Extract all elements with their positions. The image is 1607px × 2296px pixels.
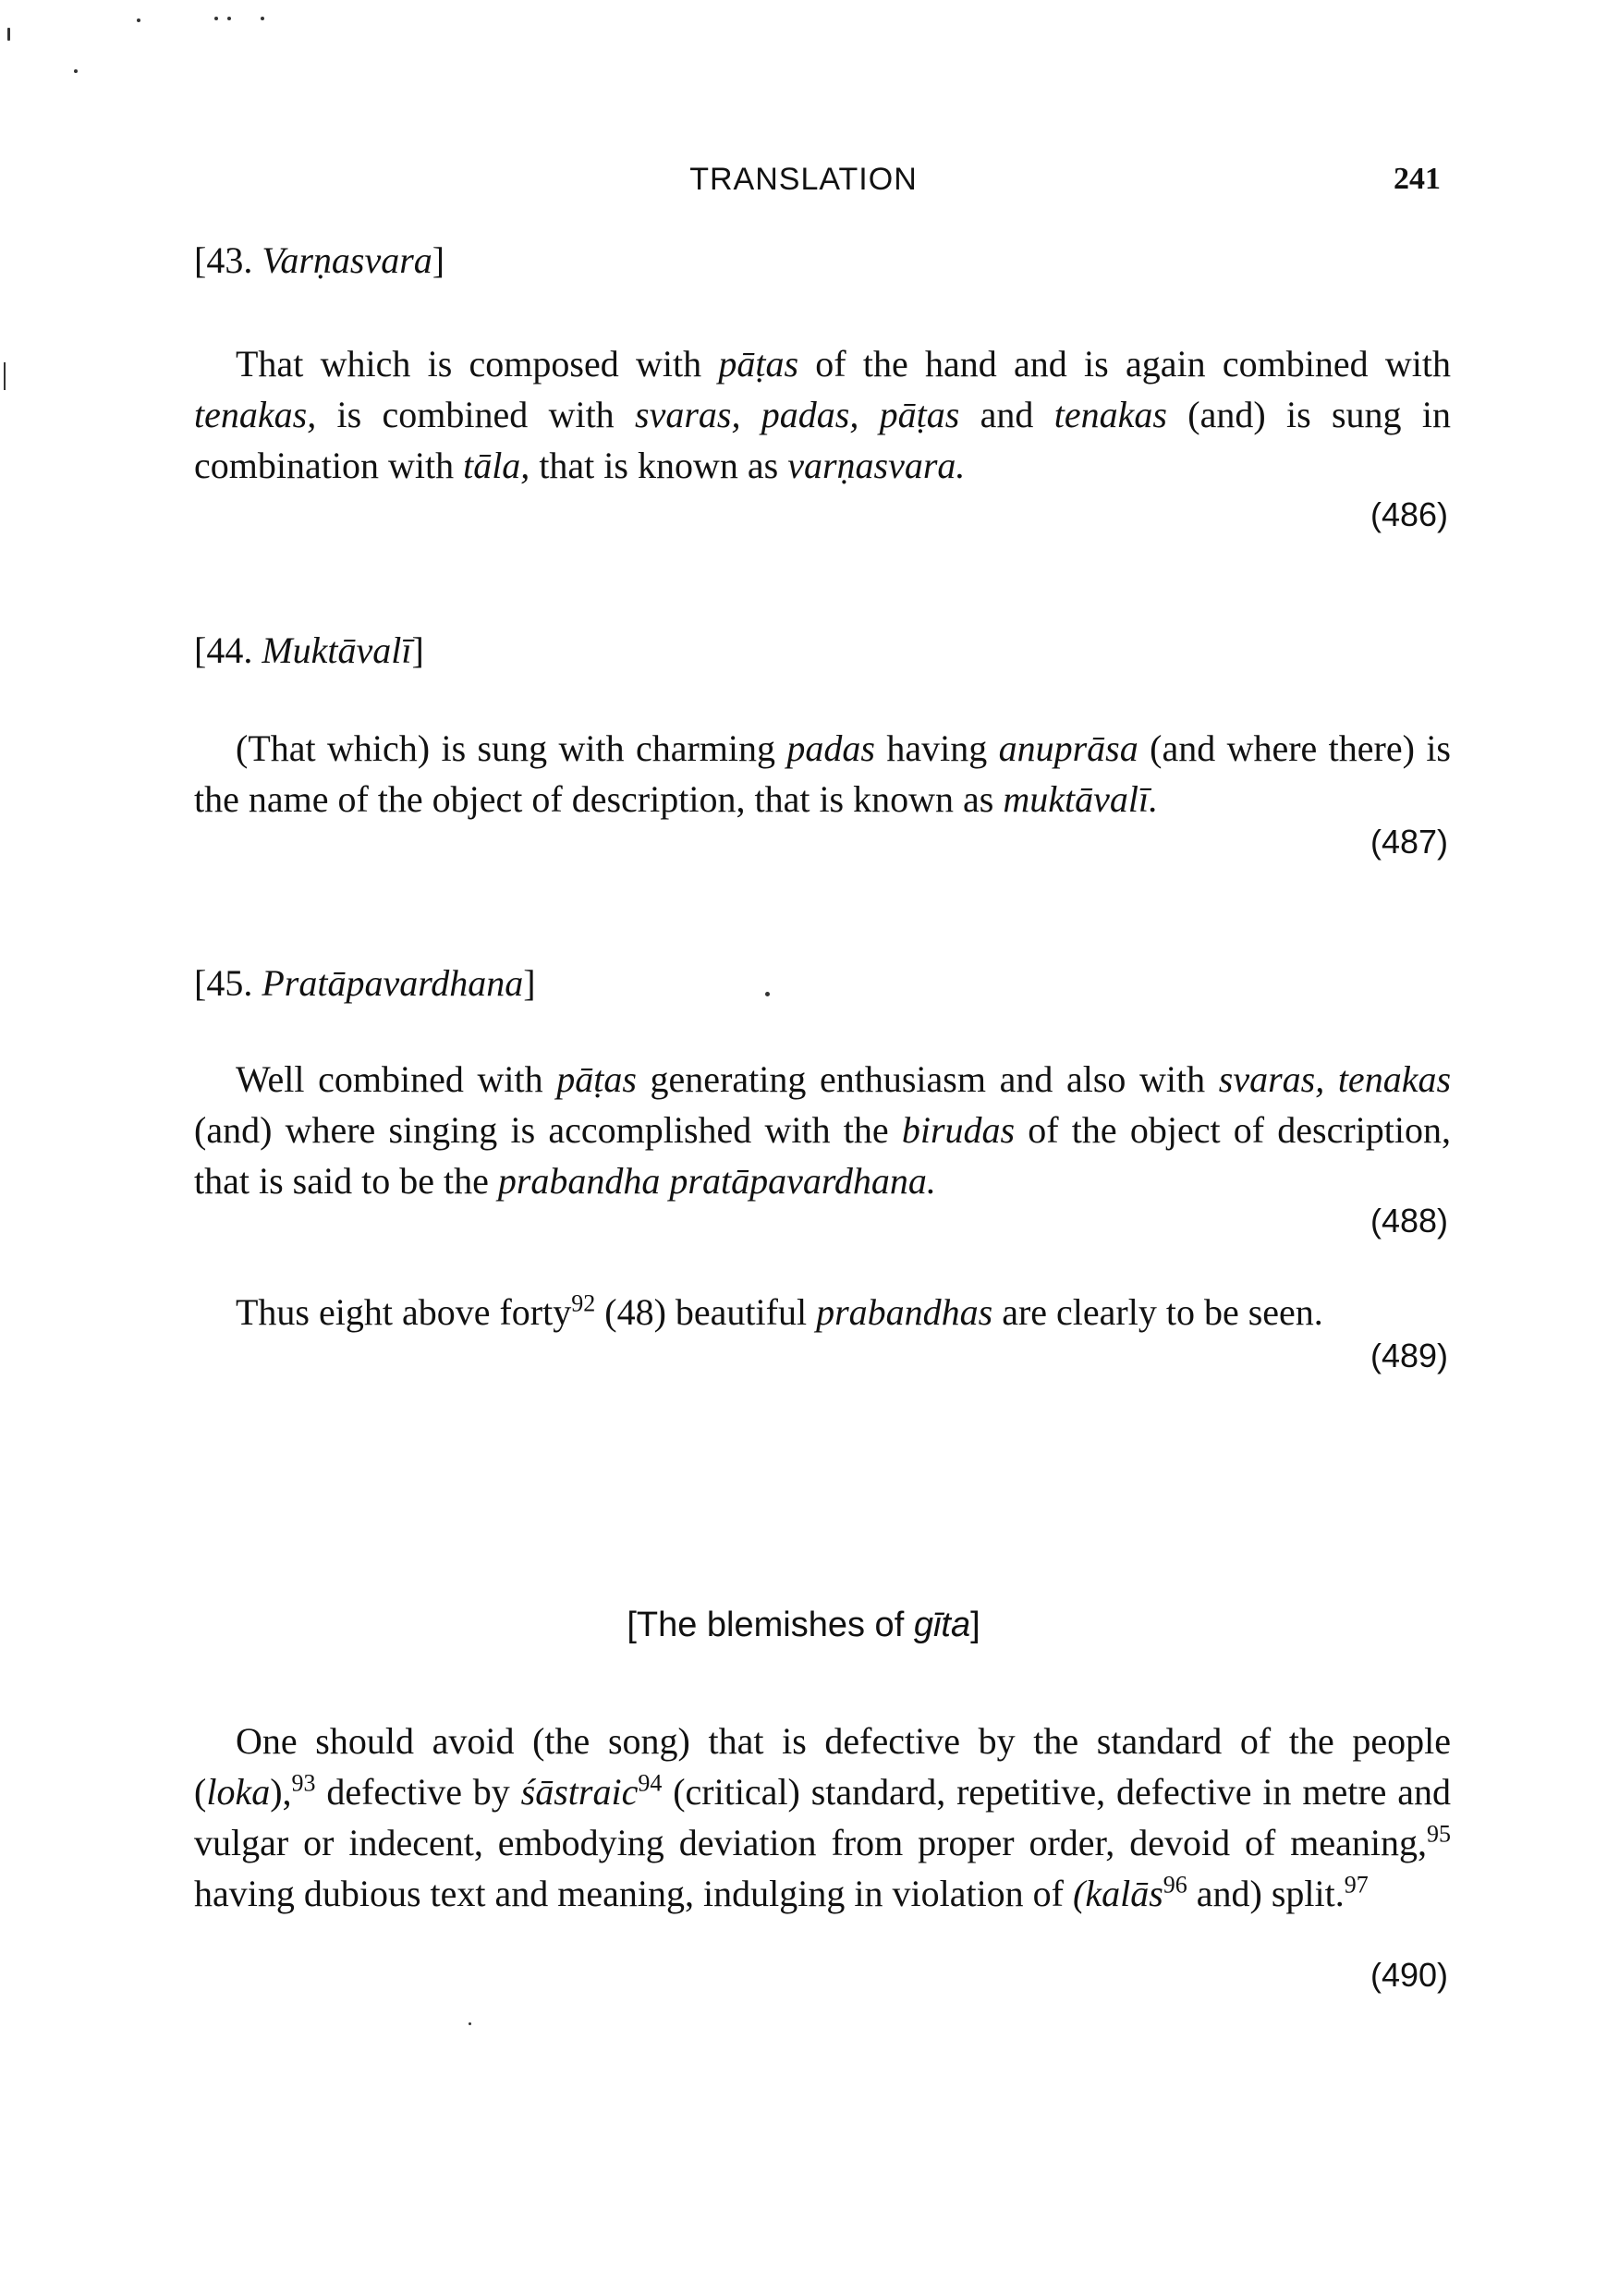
- verse-number: (486): [1370, 495, 1448, 533]
- print-speck: [227, 17, 231, 20]
- paragraph-45: Well combined with pāṭas generating enthusiasm and also with svaras, tenakas (and) where singing is accomplished with the birudas of the object of description, that is said to be the prabandha pratāpavardhana.: [194, 1058, 1452, 1202]
- section-heading-44: [44. Muktāvalī]: [194, 629, 424, 671]
- print-speck: [7, 28, 10, 41]
- verse-number: (490): [1370, 1956, 1448, 1994]
- print-speck: [4, 362, 6, 390]
- footnote-ref: 96: [1163, 1871, 1187, 1899]
- print-speck: [137, 18, 140, 22]
- footnote-ref: 95: [1427, 1820, 1451, 1848]
- print-speck: [74, 69, 78, 73]
- section-heading-45: [45. Pratāpavardhana]: [194, 962, 536, 1004]
- running-header: [0, 162, 1607, 208]
- page-number: 241: [1394, 162, 1441, 196]
- paragraph-44: (That which) is sung with charming padas having anuprāsa (and where there) is the name of the object of description, that is known as muktāvalī.: [194, 727, 1452, 820]
- paragraph-blemishes: One should avoid (the song) that is defective by the standard of the people (loka),$^{93}$ defective by śāstraic$^{94}$ (critical) standard, repetitive, defective in metre and vulgar or indecent, embodying deviation from proper order, devoid of meaning,$^{95}$ having dubious text and meaning, indulging in violation of (kalās$^{96}$ and) split.$^{97}$: [194, 1720, 1452, 1914]
- footnote-ref: 92: [571, 1289, 596, 1317]
- verse-number: (487): [1370, 823, 1448, 861]
- footnote-ref: 97: [1344, 1871, 1369, 1899]
- paragraph-43: That which is composed with pāṭas of the hand and is again combined with tenakas, is combined with svaras, padas, pāṭas and tenakas (and) is sung in combination with tāla, that is known as varṇasvara.: [194, 343, 1451, 486]
- footnote-ref: 94: [638, 1769, 663, 1797]
- footnote-ref: 93: [291, 1769, 316, 1797]
- print-speck: [765, 992, 770, 996]
- print-speck: [214, 17, 218, 20]
- print-speck: [261, 17, 264, 20]
- section-heading-43: [43. Varṇasvara]: [194, 239, 445, 281]
- paragraph-summary: Thus eight above forty$^{92}$ (48) beautiful prabandhas are clearly to be seen.: [236, 1289, 1323, 1333]
- verse-number: (489): [1370, 1337, 1448, 1374]
- running-title: TRANSLATION: [689, 162, 918, 197]
- section-heading-blemishes: [The blemishes of gīta]: [627, 1606, 980, 1644]
- verse-number: (488): [1370, 1202, 1448, 1240]
- print-speck: [469, 2022, 471, 2025]
